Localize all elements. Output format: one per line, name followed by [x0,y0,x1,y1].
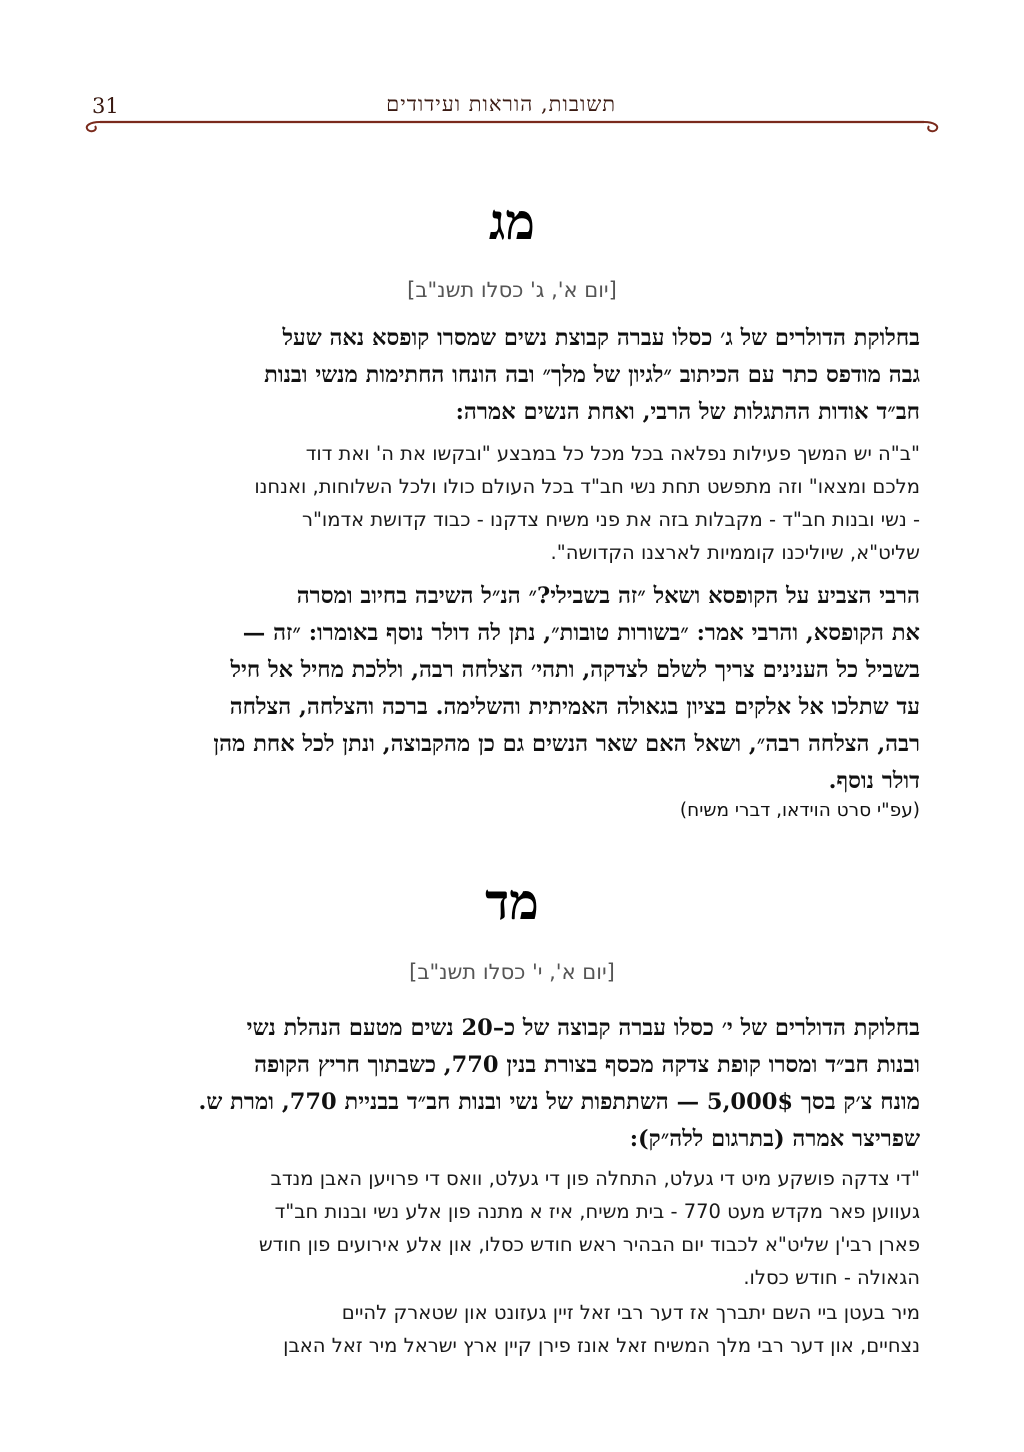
text-line: מלכם ומצאו" וזה מתפשט תחת נשי חב"ד בכל העולם כולו ולכל השלוחות, ואנחנו [254,475,920,498]
running-title: תשובות, הוראות ועידודים [386,92,616,116]
running-header [78,90,946,150]
text-line: שליט"א, שיוליכנו קוממיות לארצנו הקדושה". [550,541,920,564]
quoted-statement [112,1162,920,1294]
text-line: - נשי ובנות חב"ד - מקבלות בזה את פני משיח צדקנו - כבוד קדושת אדמו"ר [301,508,920,531]
text-line: ובנות חב״ד ומסרו קופת צדקה מכסף בצורת בנין 770, כשבתוך חריץ הקופה [254,1052,920,1078]
quoted-statement [112,1296,920,1362]
text-line: שפריצר אמרה (בתרגום ללה״ק): [629,1126,920,1152]
text-line: בחלוקת הדולרים של ג׳ כסלו עברה קבוצת נשים שמסרו קופסא נאה שעל [282,325,920,351]
text-line: מונח צ׳ק בסך 5,000$ — השתתפות של נשי ובנות חב״ד בבניית 770, ומרת ש. [198,1089,920,1115]
ornamental-rule [78,110,946,134]
text-line: הרבי הצביע על הקופסא ושאל ״זה בשבילי?״ הנ״ל השיבה בחיוב ומסרה [296,583,920,609]
text-line: הגאולה - חודש כסלו. [743,1266,920,1289]
narrative-paragraph [112,578,920,800]
section-date: [יום א', י' כסלו תשנ"ב] [409,960,615,984]
text-line: מיר בעטן ביי השם יתברך אז דער רבי זאל זיין געזונט און שטארק להיים [341,1301,920,1324]
text-line: בשביל כל הענינים צריך לשלם לצדקה, ותהי׳ הצלחה רבה, וללכת מחיל אל חיל [230,657,920,683]
text-line: פארן רבי'ן שליט"א לכבוד יום הבהיר ראש חודש כסלו, און אלע אירועים פון חודש [258,1233,920,1256]
section-heading: מג [488,192,536,251]
source-citation: (עפ"י סרט הוידאו, דברי משיח) [679,800,920,821]
quoted-statement [112,437,920,569]
text-line: געווען פאר מקדש מעט 770 - בית משיח, איז א מתנה פון אלע נשי ובנות חב"ד [274,1200,920,1223]
text-line: גבה מודפס כתר עם הכיתוב ״לגיון של מלך״ ובה הונחו החתימות מנשי ובנות [264,362,920,388]
narrative-paragraph [112,1010,920,1158]
text-line: "די צדקה פושקע מיט די געלט, התחלה פון די געלט, וואס די פרויען האבן מנדב [270,1167,920,1190]
text-line: רבה, הצלחה רבה״, ושאל האם שאר הנשים גם כן מהקבוצה, ונתן לכל אחת מהן [213,731,920,757]
section-heading: מד [485,872,539,931]
text-line: נצחיים, און דער רבי מלך המשיח זאל אונז פירן קיין ארץ ישראל מיר זאל האבן [283,1334,920,1357]
text-line: דולר נוסף. [828,768,920,794]
text-line: "ב"ה יש המשך פעילות נפלאה בכל מכל כל במבצע "ובקשו את ה' ואת דוד [305,442,920,465]
page-number: 31 [92,94,119,118]
text-line: את הקופסא, והרבי אמר: ״בשורות טובות״, נתן לה דולר נוסף באומרו: ״זה — [242,620,920,646]
text-line: חב״ד אודות ההתגלות של הרבי, ואחת הנשים אמרה: [455,399,920,425]
narrative-paragraph [112,320,920,431]
text-line: בחלוקת הדולרים של י׳ כסלו עברה קבוצה של כ–20 נשים מטעם הנהלת נשי [246,1015,920,1041]
text-line: עד שתלכו אל אלקים בציון בגאולה האמיתית והשלימה. ברכה והצלחה, הצלחה [229,694,920,720]
section-date: [יום א', ג' כסלו תשנ"ב] [407,278,617,302]
